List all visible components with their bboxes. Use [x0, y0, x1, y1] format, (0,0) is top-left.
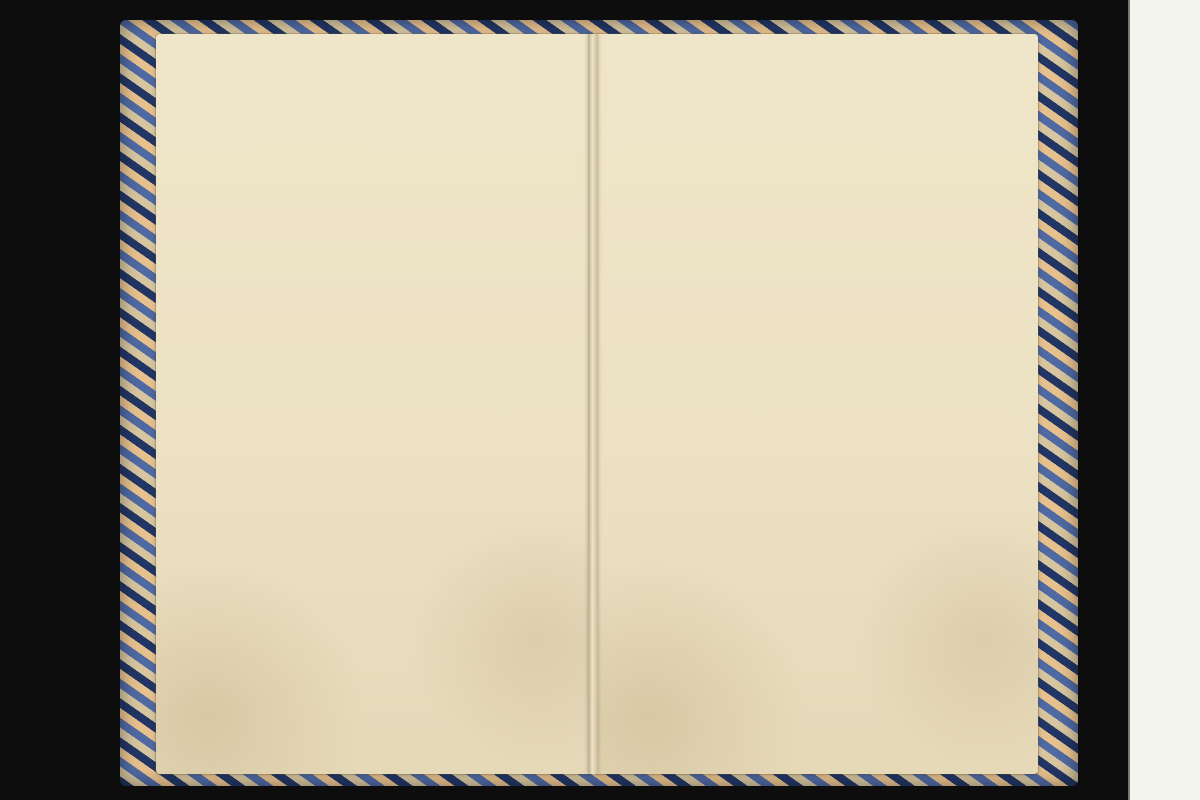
left-line-1	[213, 82, 575, 114]
left-line-11	[213, 403, 575, 435]
ruler-scale	[1140, 0, 1194, 800]
right-line-4	[613, 174, 981, 206]
right-line-13	[613, 463, 981, 495]
right-line-9	[613, 335, 981, 367]
right-line-7	[613, 271, 981, 303]
left-line-6	[213, 242, 575, 274]
right-line-11	[613, 399, 981, 431]
left-page-text	[213, 82, 575, 660]
left-line-13	[213, 467, 575, 499]
left-line-2	[213, 114, 575, 146]
book-gutter	[588, 34, 598, 774]
left-line-17	[213, 596, 575, 628]
left-line-12	[213, 435, 575, 467]
right-line-10	[613, 367, 981, 399]
right-line-6	[613, 238, 981, 270]
right-page-text	[613, 78, 981, 656]
right-line-1	[613, 78, 981, 110]
right-line-12	[613, 431, 981, 463]
left-line-15	[213, 531, 575, 563]
right-line-15	[613, 527, 981, 559]
left-line-5	[213, 210, 575, 242]
right-line-2	[613, 110, 981, 142]
right-line-16	[613, 559, 981, 591]
right-line-5	[613, 206, 981, 238]
left-line-8	[213, 307, 575, 339]
left-line-16	[213, 563, 575, 595]
measurement-ruler	[1128, 0, 1200, 800]
left-line-4	[213, 178, 575, 210]
left-line-14	[213, 499, 575, 531]
right-line-17	[613, 592, 981, 624]
left-line-9	[213, 339, 575, 371]
left-line-10	[213, 371, 575, 403]
left-line-7	[213, 275, 575, 307]
right-line-8	[613, 303, 981, 335]
right-line-14	[613, 495, 981, 527]
right-line-3	[613, 142, 981, 174]
right-line-18	[613, 624, 981, 656]
left-line-18	[213, 628, 575, 660]
left-line-3	[213, 146, 575, 178]
